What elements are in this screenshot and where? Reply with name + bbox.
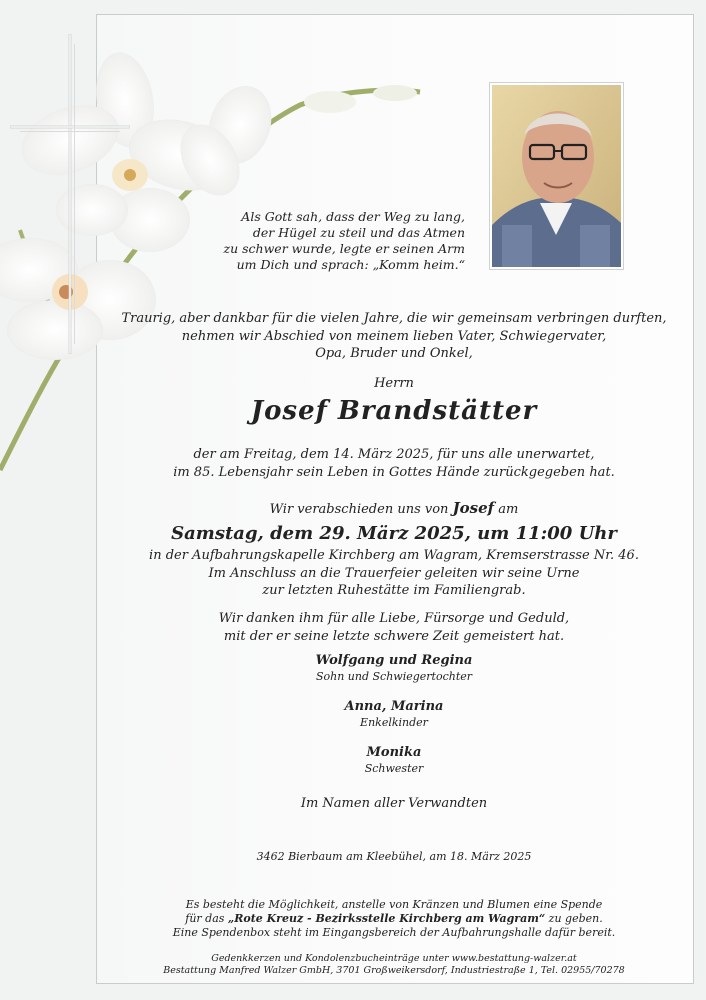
service-date: Samstag, dem 29. März 2025, um 11:00 Uhr: [171, 523, 617, 544]
donation-text: [96, 898, 692, 940]
intro-text: [96, 310, 692, 363]
mourner-2: [96, 698, 692, 730]
intro-line: Traurig, aber dankbar für die vielen Jahre, die wir gemeinsam verbringen durften,: [121, 311, 667, 326]
farewell-name: Josef: [452, 499, 495, 517]
mourner-relation: Enkelkinder: [360, 715, 428, 729]
poem-line: der Hügel zu steil und das Atmen: [252, 225, 465, 240]
death-line: im 85. Lebensjahr sein Leben in Gottes Hände zurückgegeben hat.: [173, 464, 615, 480]
death-notice: [96, 446, 692, 481]
poem-line: um Dich und sprach: „Komm heim.“: [236, 257, 465, 272]
cross-icon: [10, 34, 130, 354]
place-date: 3462 Bierbaum am Kleebühel, am 18. März 2025: [256, 850, 532, 863]
mourner-3: [96, 744, 692, 776]
death-line: der am Freitag, dem 14. März 2025, für uns alle unerwartet,: [193, 447, 595, 462]
deceased-name: Josef Brandstätter: [250, 396, 538, 426]
service-line: in der Aufbahrungskapelle Kirchberg am Wagram, Kremserstrasse Nr. 46.: [149, 548, 639, 563]
intro-line: nehmen wir Abschied von meinem lieben Vater, Schwiegervater,: [181, 328, 607, 344]
salutation: Herrn: [374, 376, 414, 391]
donation-organisation: „Rote Kreuz - Bezirksstelle Kirchberg am Wagram“: [227, 912, 546, 925]
farewell-line: [96, 500, 692, 519]
intro-line: Opa, Bruder und Onkel,: [315, 346, 473, 361]
mourner-names: Anna, Marina: [344, 699, 444, 714]
mourner-relation: Sohn und Schwiegertochter: [315, 669, 473, 683]
farewell-pre: Wir verabschieden uns von: [269, 502, 449, 517]
footer-line: Gedenkkerzen und Kondolenzbucheinträge unter www.bestattung-walzer.at: [211, 953, 577, 964]
poem-line: zu schwer wurde, legte er seinen Arm: [223, 241, 465, 256]
donation-prefix: für das: [185, 912, 225, 925]
service-place: [96, 547, 692, 600]
poem: [210, 209, 465, 273]
farewell-post: am: [498, 502, 519, 517]
service-line: Im Anschluss an die Trauerfeier geleiten wir seine Urne: [208, 565, 580, 581]
thanks-line: Wir danken ihm für alle Liebe, Fürsorge und Geduld,: [218, 611, 570, 626]
footer: [96, 953, 692, 977]
mourner-1: [96, 652, 692, 684]
mourner-names: Wolfgang und Regina: [315, 653, 473, 668]
footer-line: Bestattung Manfred Walzer GmbH, 3701 Großweikersdorf, Industriestraße 1, Tel. 02955/70278: [163, 965, 625, 976]
donation-suffix: zu geben.: [548, 912, 603, 925]
portrait-photo: [489, 82, 624, 270]
donation-line: [96, 912, 692, 926]
poem-line: Als Gott sah, dass der Weg zu lang,: [241, 209, 465, 224]
mourner-names: Monika: [366, 745, 422, 760]
service-line: zur letzten Ruhestätte im Familiengrab.: [262, 583, 526, 598]
closing: Im Namen aller Verwandten: [300, 796, 488, 811]
donation-line: Es besteht die Möglichkeit, anstelle von Kränzen und Blumen eine Spende: [185, 898, 603, 911]
donation-line: Eine Spendenbox steht im Eingangsbereich der Aufbahrungshalle dafür bereit.: [172, 926, 616, 939]
thanks-line: mit der er seine letzte schwere Zeit gemeistert hat.: [223, 628, 565, 644]
mourner-relation: Schwester: [364, 761, 424, 775]
thanks-text: [96, 610, 692, 645]
